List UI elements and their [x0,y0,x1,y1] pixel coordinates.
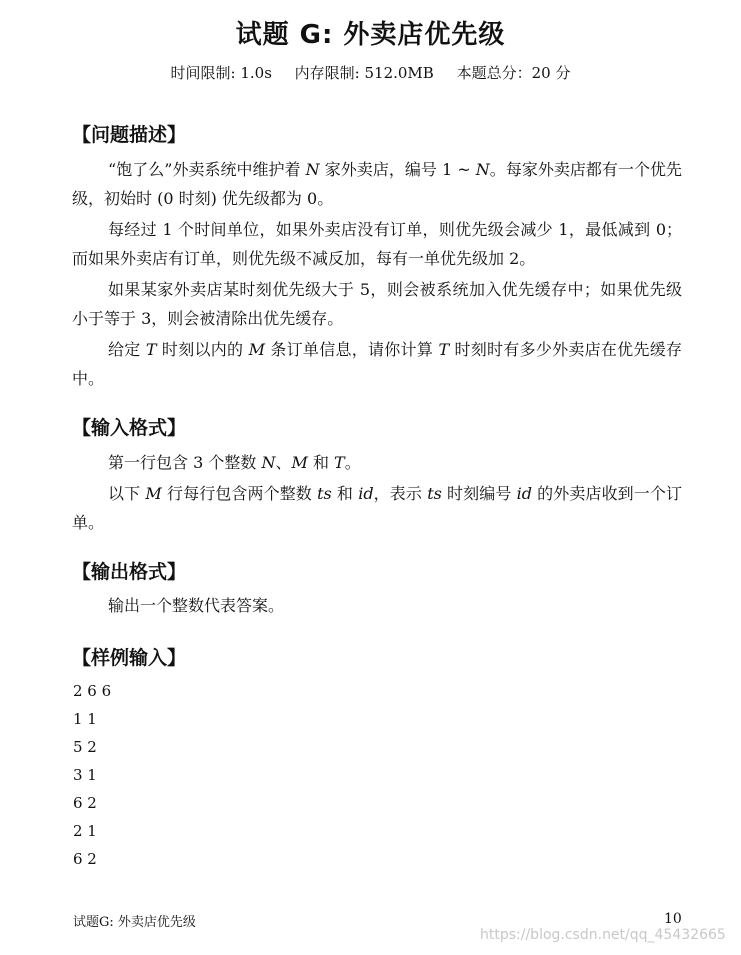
problem-paragraph-2: 每经过 1 个时间单位，如果外卖店没有订单，则优先级会减少 1，最低减到 0；而如果外卖店有订单，则优先级不减反加，每有一单优先级加 2。 [72,220,682,268]
score: 本题总分：20 分 [456,64,571,82]
input-paragraph-2: 以下 M 行每行包含两个整数 ts 和 id，表示 ts 时刻编号 id 的外卖店收到一个订单。 [72,484,682,532]
sample-line: 2 1 [73,822,97,840]
sample-line: 2 6 6 [73,682,112,700]
limits-bar [0,62,741,83]
sample-line: 1 1 [73,710,97,728]
problem-paragraph-4: 给定 T 时刻以内的 M 条订单信息，请你计算 T 时刻时有多少外卖店在优先缓存中。 [72,340,682,388]
sample-input-block [73,677,111,873]
sample-line: 6 2 [73,850,97,868]
time-limit: 时间限制: 1.0s [170,64,272,82]
memory-limit: 内存限制: 512.0MB [294,64,434,82]
sample-line: 3 1 [73,766,97,784]
footer-title: 试题G: 外卖店优先级 [73,915,196,930]
input-paragraph-1: 第一行包含 3 个整数 N、M 和 T。 [108,453,361,472]
page-title: 试题 G: 外卖店优先级 [235,20,506,50]
sample-line: 5 2 [73,738,97,756]
page-number: 10 [664,911,682,927]
sample-line: 6 2 [73,794,97,812]
problem-heading: 【问题描述】 [72,124,187,146]
output-heading: 【输出格式】 [72,561,187,583]
sample-input-heading: 【样例输入】 [72,647,187,669]
problem-paragraph-1: “饱了么”外卖系统中维护着 N 家外卖店，编号 1 ~ N。每家外卖店都有一个优先级，初始时 (0 时刻) 优先级都为 0。 [72,160,682,208]
problem-paragraph-3: 如果某家外卖店某时刻优先级大于 5，则会被系统加入优先缓存中；如果优先级小于等于 3，则会被清除出优先缓存。 [72,280,682,328]
output-paragraph-1: 输出一个整数代表答案。 [108,596,285,615]
input-heading: 【输入格式】 [72,417,187,439]
watermark: https://blog.csdn.net/qq_45432665 [480,927,726,943]
